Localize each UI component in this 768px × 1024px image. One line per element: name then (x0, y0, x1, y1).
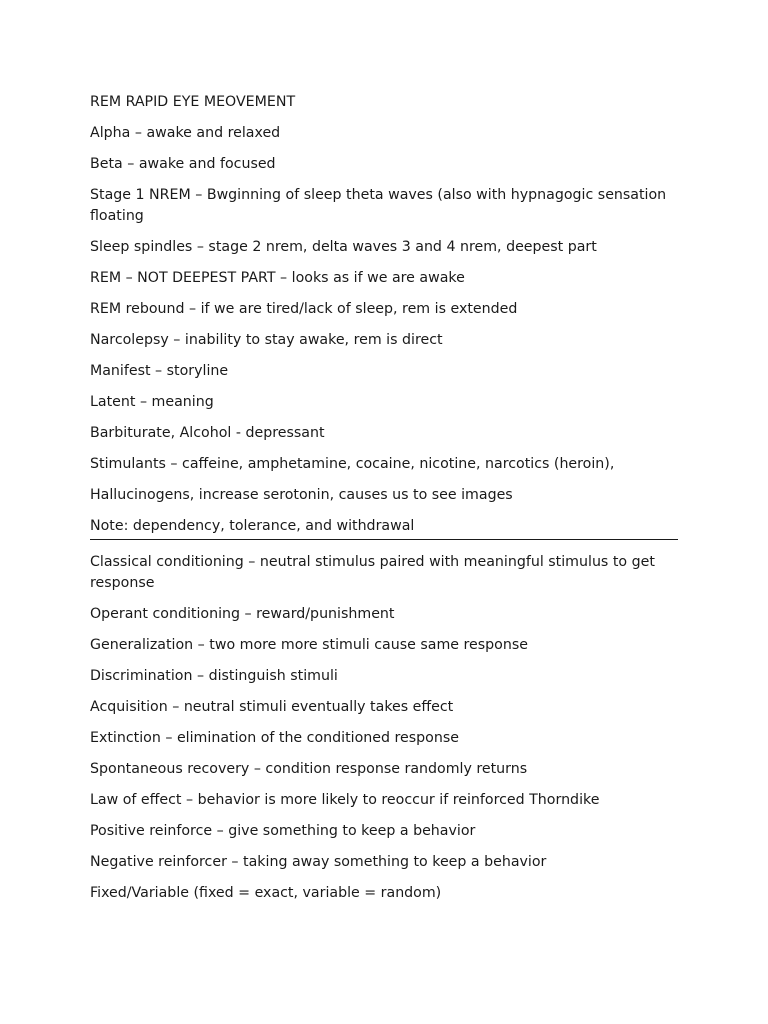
note-line: Extinction – elimination of the conditioned response (90, 730, 459, 746)
note-line: Classical conditioning – neutral stimulus paired with meaningful stimulus to get response (90, 554, 655, 591)
note-line: Barbiturate, Alcohol - depressant (90, 425, 325, 441)
note-line: Law of effect – behavior is more likely to reoccur if reinforced Thorndike (90, 792, 600, 808)
note-line: Note: dependency, tolerance, and withdrawal (90, 518, 415, 534)
note-line: Stimulants – caffeine, amphetamine, cocaine, nicotine, narcotics (heroin), (90, 456, 615, 472)
note-line: Alpha – awake and relaxed (90, 125, 281, 141)
note-line: Spontaneous recovery – condition response randomly returns (90, 761, 528, 777)
note-line: Discrimination – distinguish stimuli (90, 668, 338, 684)
note-line: Narcolepsy – inability to stay awake, rem is direct (90, 332, 443, 348)
document-page (90, 92, 678, 914)
note-line: REM rebound – if we are tired/lack of sleep, rem is extended (90, 301, 518, 317)
note-line: Operant conditioning – reward/punishment (90, 606, 395, 622)
note-line: Latent – meaning (90, 394, 214, 410)
note-line: Manifest – storyline (90, 363, 229, 379)
note-line: Sleep spindles – stage 2 nrem, delta waves 3 and 4 nrem, deepest part (90, 239, 597, 255)
note-line: REM RAPID EYE MEOVEMENT (90, 94, 296, 110)
note-line: Beta – awake and focused (90, 156, 276, 172)
section-divider (90, 539, 678, 540)
note-line: Negative reinforcer – taking away something to keep a behavior (90, 854, 547, 870)
conditioning-notes (90, 552, 678, 904)
note-line: Acquisition – neutral stimuli eventually takes effect (90, 699, 454, 715)
note-line: Stage 1 NREM – Bwginning of sleep theta waves (also with hypnagogic sensation floating (90, 187, 667, 224)
note-line: Positive reinforce – give something to keep a behavior (90, 823, 476, 839)
sleep-and-drugs-notes (90, 92, 678, 537)
note-line: REM – NOT DEEPEST PART – looks as if we are awake (90, 270, 465, 286)
note-line: Hallucinogens, increase serotonin, causes us to see images (90, 487, 513, 503)
note-line: Fixed/Variable (fixed = exact, variable = random) (90, 885, 442, 901)
note-line: Generalization – two more more stimuli cause same response (90, 637, 528, 653)
